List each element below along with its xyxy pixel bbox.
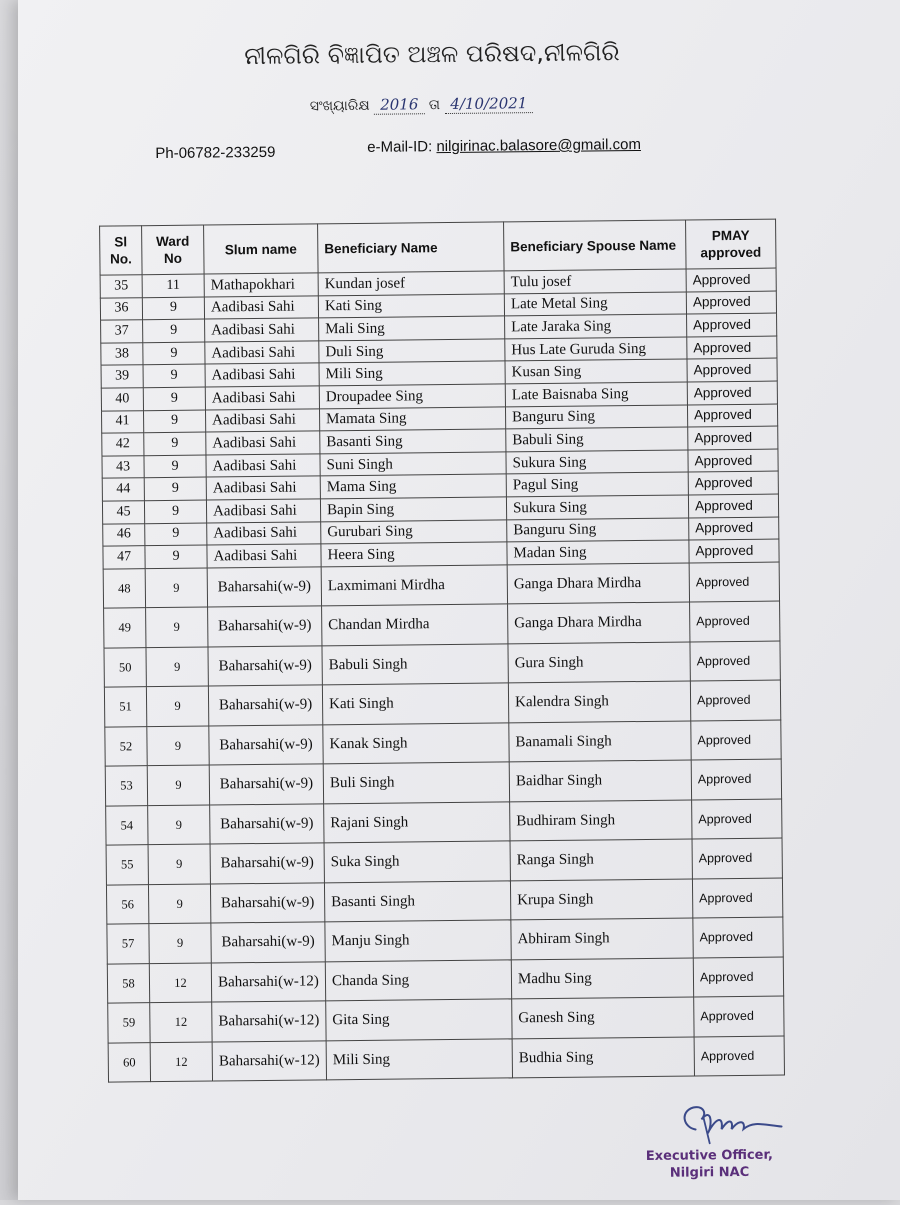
cell-pmay-status: Approved [690, 601, 780, 641]
cell-beneficiary-name: Buli Singh [323, 762, 509, 803]
cell-slum-name: Baharsahi(w-9) [207, 567, 321, 608]
table-body [100, 268, 784, 1082]
cell-slum-name: Aadibasi Sahi [207, 521, 321, 545]
cell-sl-no: 38 [101, 342, 143, 365]
cell-sl-no: 41 [101, 410, 143, 433]
phone-number: Ph-06782-233259 [155, 143, 276, 163]
cell-sl-no: 51 [104, 687, 146, 727]
cell-sl-no: 43 [102, 455, 144, 478]
cell-beneficiary-name: Basanti Sing [320, 429, 506, 454]
cell-ward-no: 9 [147, 726, 209, 766]
cell-ward-no: 9 [148, 805, 210, 845]
cell-beneficiary-name: Mili Sing [326, 1039, 512, 1080]
cell-sl-no: 36 [100, 297, 142, 320]
cell-slum-name: Aadibasi Sahi [206, 499, 320, 523]
cell-ward-no: 9 [148, 884, 210, 924]
cell-slum-name: Baharsahi(w-9) [211, 922, 325, 963]
cell-slum-name: Baharsahi(w-9) [210, 843, 324, 884]
cell-spouse-name: Ranga Singh [510, 839, 692, 880]
cell-slum-name: Baharsahi(w-9) [208, 646, 322, 687]
cell-ward-no: 9 [144, 477, 206, 500]
cell-ward-no: 9 [144, 432, 206, 455]
cell-pmay-status: Approved [694, 996, 784, 1036]
cell-spouse-name: Pagul Sing [506, 472, 688, 496]
cell-sl-no: 39 [101, 365, 143, 388]
cell-spouse-name: Madan Sing [507, 540, 689, 564]
cell-ward-no: 9 [149, 923, 211, 963]
table-row [108, 1036, 784, 1083]
cell-spouse-name: Budhia Sing [512, 1037, 694, 1078]
cell-ward-no: 12 [149, 963, 211, 1003]
cell-sl-no: 60 [108, 1042, 150, 1082]
cell-spouse-name: Krupa Singh [510, 879, 692, 920]
cell-ward-no: 9 [143, 410, 205, 433]
cell-spouse-name: Abhiram Singh [511, 918, 693, 959]
cell-sl-no: 52 [105, 726, 147, 766]
cell-ward-no: 9 [145, 545, 207, 568]
stamp-line-1: Executive Officer, [645, 1147, 773, 1164]
cell-spouse-name: Late Jaraka Sing [505, 314, 687, 338]
cell-beneficiary-name: Mama Sing [320, 474, 506, 499]
cell-ward-no: 9 [146, 686, 208, 726]
cell-spouse-name: Ganesh Sing [512, 997, 694, 1038]
cell-beneficiary-name: Basanti Singh [324, 881, 510, 922]
cell-beneficiary-name: Mali Sing [319, 316, 505, 341]
cell-spouse-name: Banamali Singh [509, 721, 691, 762]
signature [673, 1098, 793, 1147]
cell-ward-no: 9 [145, 568, 207, 608]
cell-ward-no: 9 [148, 844, 210, 884]
col-header-sl: Sl No. [100, 226, 143, 275]
cell-slum-name: Aadibasi Sahi [205, 386, 319, 410]
cell-spouse-name: Baidhar Singh [509, 760, 691, 801]
cell-pmay-status: Approved [688, 494, 778, 518]
cell-sl-no: 40 [101, 388, 143, 411]
cell-sl-no: 59 [108, 1003, 150, 1043]
cell-slum-name: Baharsahi(w-9) [210, 883, 324, 924]
date-label: ତା [428, 97, 441, 114]
cell-spouse-name: Gura Singh [508, 642, 690, 683]
organization-title: ନୀଳଗିରି ବିଜ୍ଞାପିତ ଅଞ୍ଚଳ ପରିଷଦ,ନୀଳଗିରି [244, 38, 620, 71]
cell-pmay-status: Approved [690, 680, 780, 720]
cell-beneficiary-name: Kati Sing [318, 294, 504, 319]
cell-pmay-status: Approved [691, 720, 781, 760]
cell-beneficiary-name: Kati Singh [322, 683, 508, 724]
cell-slum-name: Baharsahi(w-9) [208, 606, 322, 647]
ref-label: ସଂଖ୍ୟାରିକ୍ଷ [309, 97, 370, 115]
cell-sl-no: 46 [103, 523, 145, 546]
cell-pmay-status: Approved [692, 838, 782, 878]
cell-beneficiary-name: Kanak Singh [323, 723, 509, 764]
cell-sl-no: 56 [106, 884, 148, 924]
cell-pmay-status: Approved [687, 336, 777, 360]
cell-pmay-status: Approved [687, 313, 777, 337]
cell-pmay-status: Approved [688, 449, 778, 473]
cell-slum-name: Aadibasi Sahi [205, 318, 319, 342]
cell-pmay-status: Approved [687, 404, 777, 428]
reference-line [310, 94, 534, 114]
cell-slum-name: Aadibasi Sahi [206, 476, 320, 500]
email-address[interactable]: nilgirinac.balasore@gmail.com [436, 135, 641, 156]
cell-ward-no: 11 [142, 274, 204, 297]
cell-sl-no: 47 [103, 546, 145, 569]
cell-slum-name: Aadibasi Sahi [204, 295, 318, 319]
cell-ward-no: 9 [146, 647, 208, 687]
cell-slum-name: Baharsahi(w-9) [208, 685, 322, 726]
email-label: e-Mail-ID: [367, 138, 437, 156]
cell-beneficiary-name: Suka Singh [324, 841, 510, 882]
cell-slum-name: Mathapokhari [204, 273, 318, 297]
cell-slum-name: Baharsahi(w-9) [209, 764, 323, 805]
cell-beneficiary-name: Mamata Sing [319, 406, 505, 431]
cell-sl-no: 57 [107, 924, 149, 964]
cell-spouse-name: Late Metal Sing [504, 292, 686, 316]
cell-pmay-status: Approved [694, 1036, 784, 1076]
cell-spouse-name: Madhu Sing [511, 958, 693, 999]
cell-ward-no: 9 [142, 297, 204, 320]
executive-officer-stamp [646, 1147, 773, 1182]
cell-spouse-name: Banguru Sing [505, 405, 687, 429]
cell-slum-name: Baharsahi(w-12) [211, 962, 325, 1003]
cell-sl-no: 54 [106, 805, 148, 845]
cell-slum-name: Aadibasi Sahi [205, 408, 319, 432]
cell-spouse-name: Hus Late Guruda Sing [505, 337, 687, 361]
cell-sl-no: 50 [104, 647, 146, 687]
cell-ward-no: 9 [143, 364, 205, 387]
cell-sl-no: 49 [104, 608, 146, 648]
cell-ward-no: 9 [143, 319, 205, 342]
cell-beneficiary-name: Droupadee Sing [319, 384, 505, 409]
cell-pmay-status: Approved [693, 917, 783, 957]
cell-spouse-name: Banguru Sing [507, 518, 689, 542]
cell-ward-no: 9 [147, 765, 209, 805]
stamp-line-2: Nilgiri NAC [669, 1164, 750, 1181]
cell-beneficiary-name: Manju Singh [325, 920, 511, 961]
cell-slum-name: Baharsahi(w-9) [209, 725, 323, 766]
cell-spouse-name: Sukura Sing [506, 495, 688, 519]
cell-beneficiary-name: Rajani Singh [324, 802, 510, 843]
cell-slum-name: Aadibasi Sahi [205, 363, 319, 387]
email-line [367, 136, 641, 156]
cell-slum-name: Aadibasi Sahi [206, 431, 320, 455]
cell-slum-name: Baharsahi(w-12) [212, 1001, 326, 1042]
cell-beneficiary-name: Gurubari Sing [321, 519, 507, 544]
cell-pmay-status: Approved [693, 957, 783, 997]
cell-beneficiary-name: Gita Sing [326, 999, 512, 1040]
cell-sl-no: 44 [102, 478, 144, 501]
table-header-row [100, 219, 776, 275]
col-header-beneficiary: Beneficiary Name [318, 222, 505, 273]
cell-beneficiary-name: Mili Sing [319, 361, 505, 386]
cell-beneficiary-name: Laxmimani Mirdha [321, 565, 507, 606]
cell-spouse-name: Babuli Sing [506, 427, 688, 451]
cell-beneficiary-name: Babuli Singh [322, 644, 508, 685]
cell-ward-no: 9 [145, 523, 207, 546]
beneficiary-table [99, 219, 785, 1083]
cell-pmay-status: Approved [691, 759, 781, 799]
cell-sl-no: 58 [107, 963, 149, 1003]
cell-spouse-name: Kalendra Singh [508, 681, 690, 722]
cell-slum-name: Aadibasi Sahi [207, 544, 321, 568]
cell-beneficiary-name: Suni Singh [320, 452, 506, 477]
col-header-spouse: Beneficiary Spouse Name [504, 220, 687, 271]
cell-sl-no: 45 [102, 501, 144, 524]
cell-pmay-status: Approved [687, 381, 777, 405]
col-header-slum: Slum name [204, 224, 319, 274]
cell-beneficiary-name: Chanda Sing [325, 960, 511, 1001]
cell-pmay-status: Approved [687, 358, 777, 382]
cell-pmay-status: Approved [688, 426, 778, 450]
cell-pmay-status: Approved [686, 291, 776, 315]
cell-ward-no: 9 [143, 387, 205, 410]
cell-spouse-name: Ganga Dhara Mirdha [508, 602, 690, 643]
cell-ward-no: 9 [143, 342, 205, 365]
cell-slum-name: Baharsahi(w-9) [210, 804, 324, 845]
cell-slum-name: Aadibasi Sahi [205, 341, 319, 365]
cell-pmay-status: Approved [688, 471, 778, 495]
cell-beneficiary-name: Duli Sing [319, 339, 505, 364]
cell-spouse-name: Late Baisnaba Sing [505, 382, 687, 406]
cell-ward-no: 9 [144, 455, 206, 478]
cell-slum-name: Aadibasi Sahi [206, 454, 320, 478]
cell-spouse-name: Tulu josef [504, 269, 686, 293]
cell-sl-no: 53 [105, 766, 147, 806]
cell-pmay-status: Approved [686, 268, 776, 292]
cell-spouse-name: Ganga Dhara Mirdha [507, 563, 689, 604]
cell-spouse-name: Sukura Sing [506, 450, 688, 474]
cell-spouse-name: Budhiram Singh [510, 800, 692, 841]
col-header-ward: Ward No [142, 225, 205, 275]
cell-pmay-status: Approved [692, 799, 782, 839]
cell-ward-no: 9 [144, 500, 206, 523]
cell-beneficiary-name: Kundan josef [318, 271, 504, 296]
cell-ward-no: 12 [150, 1042, 212, 1082]
cell-sl-no: 37 [101, 320, 143, 343]
cell-beneficiary-name: Heera Sing [321, 542, 507, 567]
col-header-pmay: PMAY approved [686, 219, 777, 269]
cell-pmay-status: Approved [692, 878, 782, 918]
cell-pmay-status: Approved [690, 641, 780, 681]
cell-sl-no: 35 [100, 275, 142, 298]
cell-beneficiary-name: Bapin Sing [320, 497, 506, 522]
cell-spouse-name: Kusan Sing [505, 359, 687, 383]
cell-slum-name: Baharsahi(w-12) [212, 1041, 326, 1082]
ref-number: 2016 [374, 95, 424, 115]
cell-ward-no: 12 [150, 1002, 212, 1042]
cell-sl-no: 48 [103, 568, 145, 608]
cell-pmay-status: Approved [689, 539, 779, 563]
date-value: 4/10/2021 [444, 94, 533, 114]
cell-sl-no: 55 [106, 845, 148, 885]
cell-pmay-status: Approved [689, 562, 779, 602]
cell-sl-no: 42 [102, 433, 144, 456]
cell-ward-no: 9 [146, 607, 208, 647]
cell-beneficiary-name: Chandan Mirdha [322, 604, 508, 645]
cell-pmay-status: Approved [689, 517, 779, 541]
